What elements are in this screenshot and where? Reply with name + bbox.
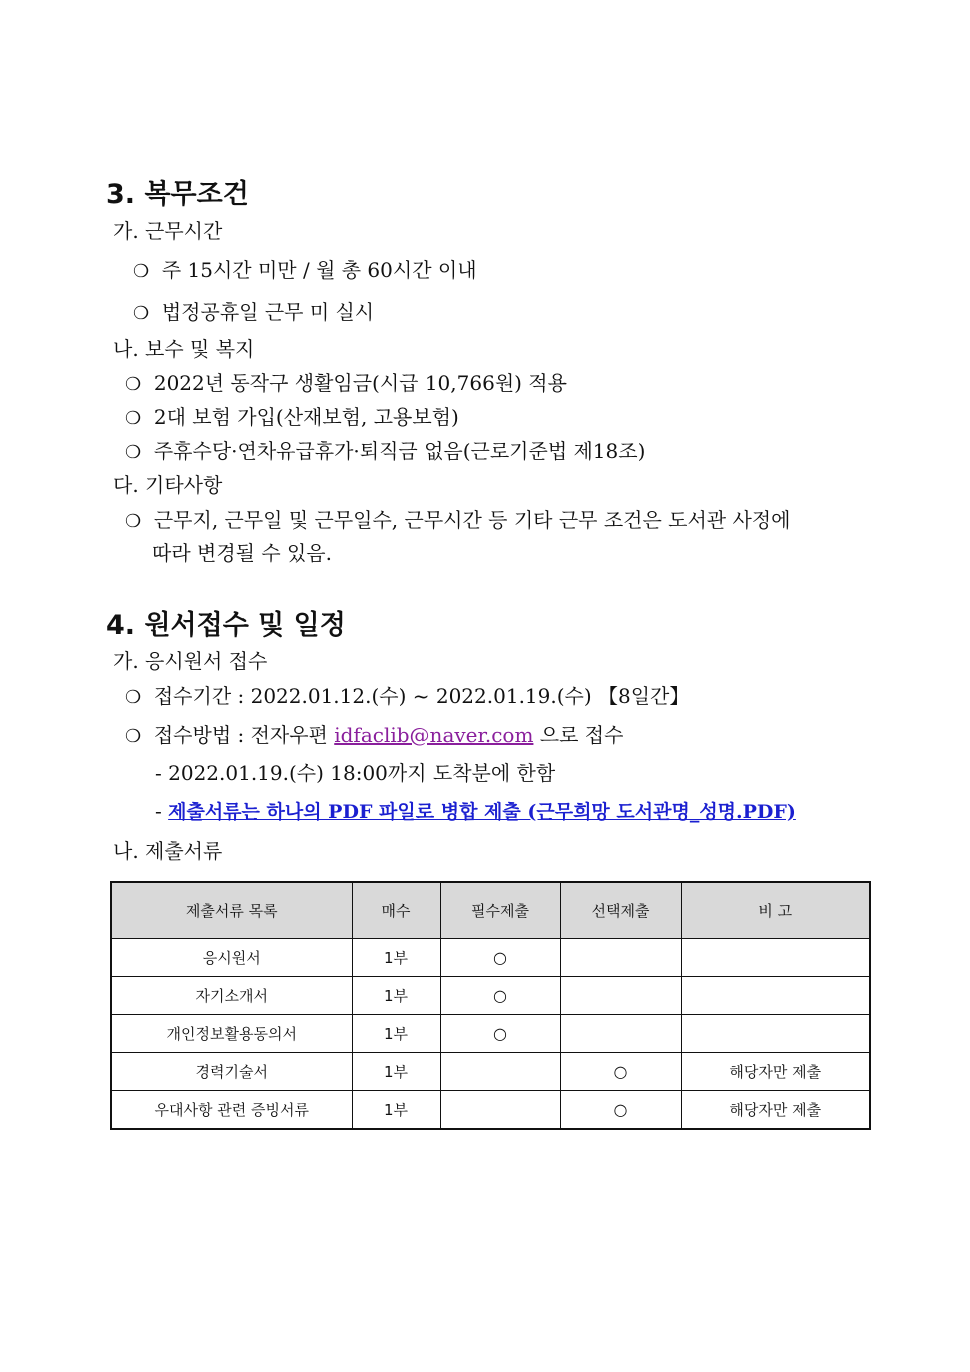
documents-table [110, 881, 871, 1130]
cell-required: ○ [440, 939, 560, 977]
table-header-row [111, 882, 870, 939]
section-3-da-label: 다. 기타사항 [113, 473, 223, 497]
bullet-icon: ❍ [125, 374, 142, 395]
cell-optional [560, 1015, 681, 1053]
cell-count: 1부 [352, 1053, 440, 1091]
list-item: ❍ 주휴수당·연차유급휴가·퇴직금 없음(근로기준법 제18조) [125, 439, 646, 463]
cell-optional [560, 939, 681, 977]
cell-count: 1부 [352, 1091, 440, 1130]
section-3-ga-label: 가. 근무시간 [113, 219, 223, 243]
list-item-continuation: 따라 변경될 수 있음. [152, 541, 332, 565]
cell-remarks [681, 977, 870, 1015]
cell-count: 1부 [352, 977, 440, 1015]
list-item: ❍ 접수방법 : 전자우편 idfaclib@naver.com 으로 접수 [125, 723, 624, 747]
bullet-icon: ❍ [125, 442, 142, 463]
table-row [111, 1015, 870, 1053]
bullet-icon: ❍ [125, 726, 142, 747]
section-4-title: 4. 원서접수 및 일정 [106, 610, 346, 641]
cell-optional: ○ [560, 1091, 681, 1130]
list-item: ❍ 근무지, 근무일 및 근무일수, 근무시간 등 기타 근무 조건은 도서관 사정에 [125, 508, 791, 532]
cell-doc: 우대사항 관련 증빙서류 [111, 1091, 352, 1130]
cell-doc: 응시원서 [111, 939, 352, 977]
cell-doc: 개인정보활용동의서 [111, 1015, 352, 1053]
cell-count: 1부 [352, 1015, 440, 1053]
section-3-na-label: 나. 보수 및 복지 [113, 337, 255, 361]
list-item: ❍ 법정공휴일 근무 미 실시 [133, 300, 375, 324]
table-row [111, 1053, 870, 1091]
cell-required [440, 1091, 560, 1130]
header-remarks: 비 고 [681, 882, 870, 939]
list-item: ❍ 2022년 동작구 생활임금(시급 10,766원) 적용 [125, 371, 567, 395]
deadline-note: - 2022.01.19.(수) 18:00까지 도착분에 한함 [155, 761, 556, 785]
table-row [111, 939, 870, 977]
table-row [111, 1091, 870, 1130]
bullet-icon: ❍ [133, 261, 150, 282]
cell-required: ○ [440, 1015, 560, 1053]
submission-note-text: 제출서류는 하나의 PDF 파일로 병합 제출 (근무희망 도서관명_성명.PDF) [168, 801, 796, 823]
cell-optional [560, 977, 681, 1015]
bullet-icon: ❍ [133, 303, 150, 324]
cell-optional: ○ [560, 1053, 681, 1091]
header-doc-list: 제출서류 목록 [111, 882, 352, 939]
header-required: 필수제출 [440, 882, 560, 939]
bullet-icon: ❍ [125, 687, 142, 708]
cell-required [440, 1053, 560, 1091]
section-4-na-label: 나. 제출서류 [113, 839, 223, 863]
submission-note: - 제출서류는 하나의 PDF 파일로 병합 제출 (근무희망 도서관명_성명.PDF) [155, 799, 796, 823]
cell-remarks [681, 1015, 870, 1053]
list-item: ❍ 주 15시간 미만 / 월 총 60시간 이내 [133, 258, 477, 282]
section-4-ga-label: 가. 응시원서 접수 [113, 649, 268, 673]
cell-count: 1부 [352, 939, 440, 977]
cell-required: ○ [440, 977, 560, 1015]
header-optional: 선택제출 [560, 882, 681, 939]
list-item: ❍ 2대 보험 가입(산재보험, 고용보험) [125, 405, 459, 429]
cell-remarks: 해당자만 제출 [681, 1053, 870, 1091]
cell-doc: 자기소개서 [111, 977, 352, 1015]
cell-doc: 경력기술서 [111, 1053, 352, 1091]
cell-remarks: 해당자만 제출 [681, 1091, 870, 1130]
bullet-icon: ❍ [125, 408, 142, 429]
list-item: ❍ 접수기간 : 2022.01.12.(수) ~ 2022.01.19.(수) 【8일간】 [125, 684, 690, 708]
table-row [111, 977, 870, 1015]
header-count: 매수 [352, 882, 440, 939]
email-link[interactable]: idfaclib@naver.com [334, 723, 534, 747]
section-3-title: 3. 복무조건 [106, 179, 249, 210]
bullet-icon: ❍ [125, 511, 142, 532]
cell-remarks [681, 939, 870, 977]
